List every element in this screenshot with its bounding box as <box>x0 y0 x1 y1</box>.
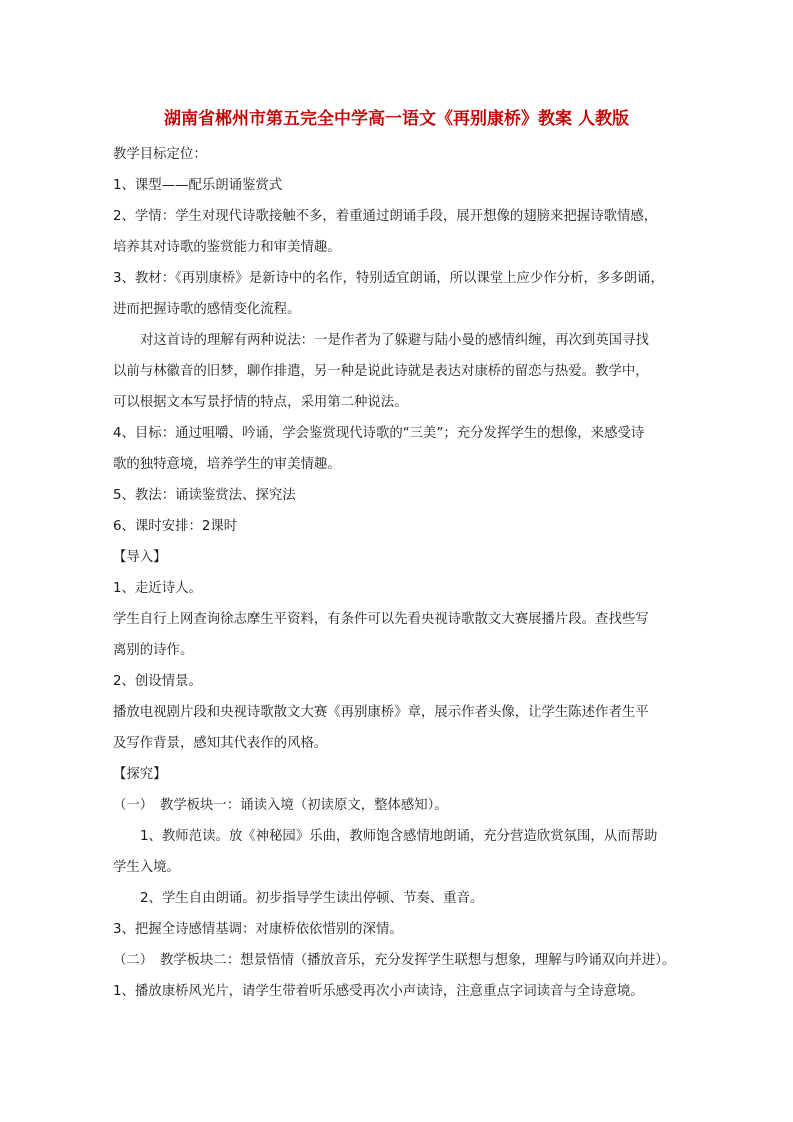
text-line: 1、课型——配乐朗诵鉴赏式 <box>113 178 283 193</box>
text-line: 2、学生自由朗诵。初步指导学生读出停顿、节奏、重音。 <box>140 891 484 906</box>
text-line: 2、创设情景。 <box>113 674 202 689</box>
text-line: 教学目标定位： <box>113 147 207 162</box>
text-line: 对这首诗的理解有两种说法：一是作者为了躲避与陆小曼的感情纠缠，再次到英国寻找 <box>140 333 649 348</box>
text-line: 培养其对诗歌的鉴赏能力和审美情趣。 <box>113 240 341 255</box>
text-line: 2、学情：学生对现代诗歌接触不多，着重通过朗诵手段，展开想像的翅膀来把握诗歌情感， <box>113 209 658 224</box>
text-line: 5、教法：诵读鉴赏法、探究法 <box>113 488 296 503</box>
text-line: 歌的独特意境，培养学生的审美情趣。 <box>113 457 341 472</box>
document-title: 湖南省郴州市第五完全中学高一语文《再别康桥》教案 人教版 <box>164 109 629 129</box>
text-line: （一） 教学板块一：诵读入境（初读原文，整体感知）。 <box>113 798 448 813</box>
text-line: 3、教材：《再别康桥》是新诗中的名作，特别适宜朗诵，所以课堂上应少作分析，多多朗诵， <box>113 271 664 286</box>
text-line: 1、走近诗人。 <box>113 581 202 596</box>
text-line: 学生入境。 <box>113 860 180 875</box>
text-line: 进而把握诗歌的感情变化流程。 <box>113 302 301 317</box>
text-line: 6、课时安排：2课时 <box>113 519 238 534</box>
text-line: 学生自行上网查询徐志摩生平资料，有条件可以先看央视诗歌散文大赛展播片段。查找些写 <box>113 612 649 627</box>
section-heading: 【导入】 <box>113 550 167 565</box>
text-line: 1、教师范读。放《神秘园》乐曲，教师饱含感情地朗诵，充分营造欣赏氛围，从而帮助 <box>140 829 658 844</box>
section-heading: 【探究】 <box>113 767 167 782</box>
text-line: 以前与林徽音的旧梦，聊作排遣，另一种是说此诗就是表达对康桥的留恋与热爱。教学中， <box>113 364 649 379</box>
text-line: （二） 教学板块二：想景悟情（播放音乐，充分发挥学生联想与想象，理解与吟诵双向并进）。 <box>113 953 676 968</box>
text-line: 播放电视剧片段和央视诗歌散文大赛《再别康桥》章，展示作者头像，让学生陈述作者生平 <box>113 705 649 720</box>
text-line: 离别的诗作。 <box>113 643 194 658</box>
text-line: 4、目标：通过咀嚼、吟诵，学会鉴赏现代诗歌的“三美”；充分发挥学生的想像，来感受诗 <box>113 426 645 441</box>
text-line: 1、播放康桥风光片，请学生带着听乐感受再次小声读诗，注意重点字词读音与全诗意境。 <box>113 984 644 999</box>
text-line: 及写作背景，感知其代表作的风格。 <box>113 736 328 751</box>
text-line: 3、把握全诗感情基调：对康桥依依惜别的深情。 <box>113 922 403 937</box>
text-line: 可以根据文本写景抒情的特点，采用第二种说法。 <box>113 395 408 410</box>
